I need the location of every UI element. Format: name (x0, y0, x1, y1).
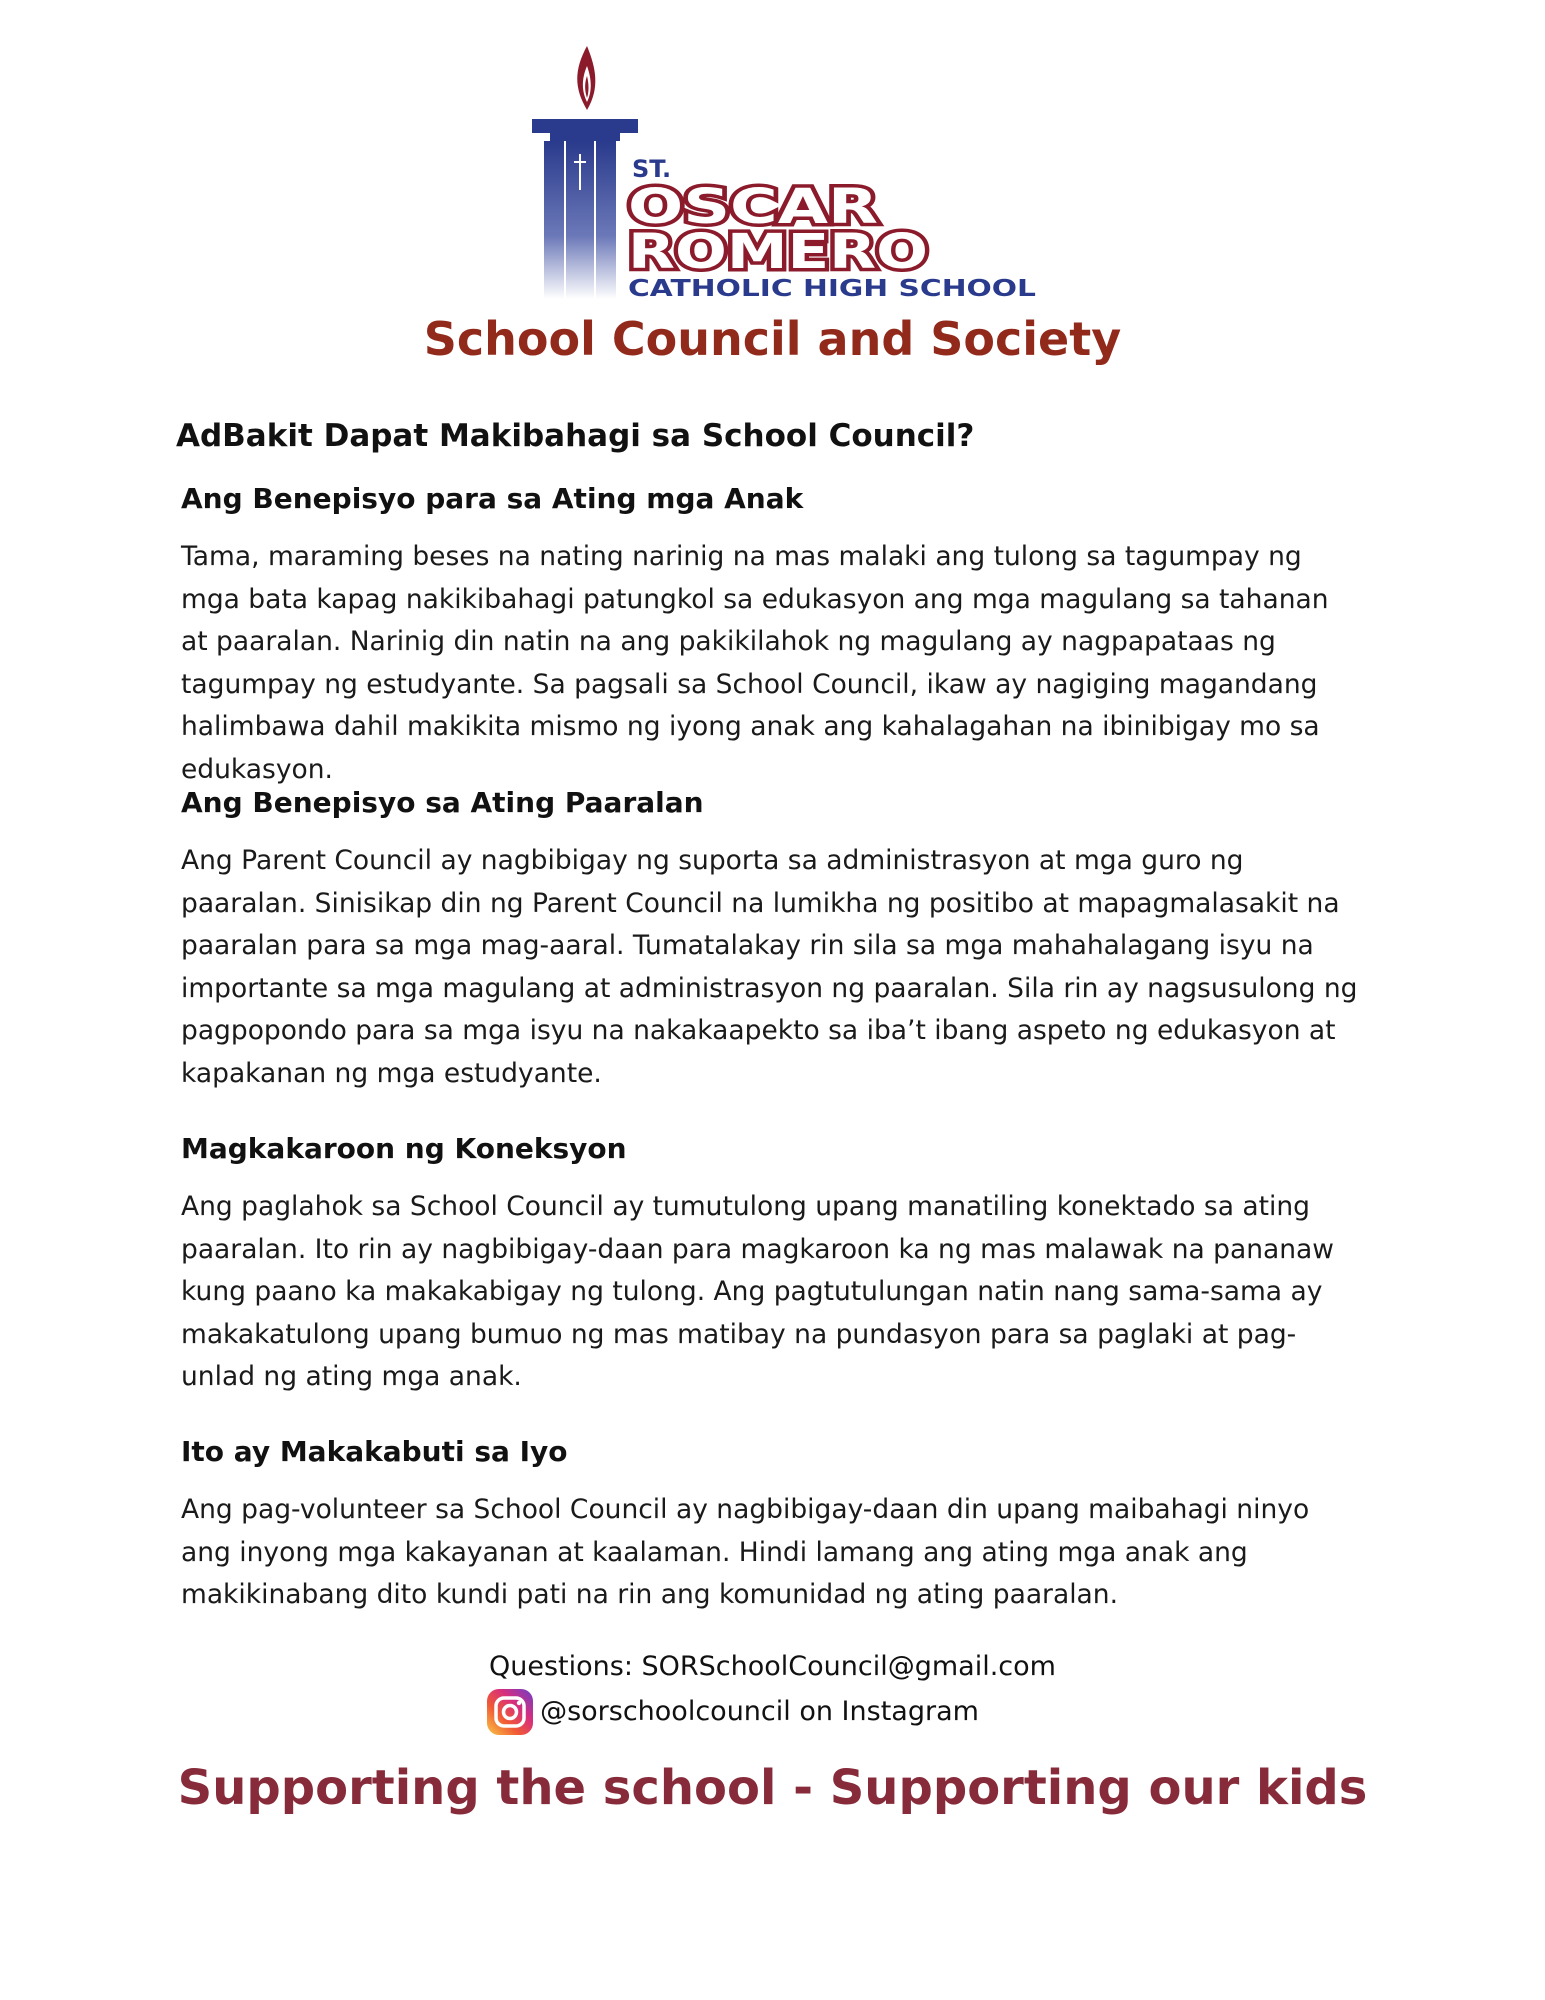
logo-st: ST. (632, 155, 672, 183)
section-connection (181, 1130, 1361, 1399)
section-heading: Ang Benepisyo para sa Ating mga Anak (181, 482, 804, 515)
logo-romero: ROMERO (628, 224, 928, 280)
section-body: Ang pag-volunteer sa School Council ay nagbibigay-daan din upang maibahagi ninyo ang inyong mga kakayanan at kaalaman. Hindi lamang ang ating mga anak ang makikinabang dito kundi pati na rin ang komunidad ng ating paaralan. (181, 1494, 1310, 1610)
contact-block (0, 1646, 1545, 1736)
section-benefit-you (181, 1433, 1361, 1617)
flame-icon (577, 46, 595, 110)
section-heading: Magkakaroon ng Koneksyon (181, 1132, 627, 1165)
logo-catholic-high-school: CATHOLIC HIGH SCHOOL (628, 276, 1037, 302)
section-heading: Ang Benepisyo sa Ating Paaralan (181, 786, 704, 819)
instagram-icon (486, 1688, 534, 1736)
section-body: Tama, maraming beses na nating narinig na mas malaki ang tulong sa tagumpay ng mga bata kapag nakikibahagi patungkol sa edukasyon ang mga magulang sa tahanan at paaralan. Narinig din natin na ang pakikilahok ng magulang ay nagpapataas ng tagumpay ng estudyante. Sa pagsali sa School Council, ikaw ay nagiging magandang halimbawa dahil makikita mismo ng iyong anak ang kahalagahan na ibinibigay mo sa edukasyon. (181, 541, 1329, 785)
column-icon (532, 119, 638, 299)
page-title: School Council and Society (423, 312, 1122, 366)
footer-tagline: Supporting the school - Supporting our kids (177, 1760, 1368, 1816)
section-body: Ang Parent Council ay nagbibigay ng suporta sa administrasyon at mga guro ng paaralan. Sinisikap din ng Parent Council na lumikha ng positibo at mapagmalasakit na paaralan para sa mga mag-aaral. Tumatalakay rin sila sa mga mahahalagang isyu na importante sa mga magulang at administrasyon ng paaralan. Sila rin ay nagsusulong ng pagpopondo para sa mga isyu na nakakaapekto sa iba’t ibang aspeto ng edukasyon at kapakanan ng mga estudyante. (181, 845, 1358, 1089)
instagram-handle[interactable]: @sorschoolcouncil on Instagram (540, 1696, 979, 1727)
school-logo (530, 40, 1050, 310)
main-question-heading: AdBakit Dapat Makibahagi sa School Council? (176, 418, 975, 454)
section-benefit-children (181, 480, 1361, 791)
section-body: Ang paglahok sa School Council ay tumutulong upang manatiling konektado sa ating paaralan. Ito rin ay nagbibigay-daan para magkaroon ka ng mas malawak na pananaw kung paano ka makakabigay ng tulong. Ang pagtutulungan natin nang sama-sama ay makakatulong upang bumuo ng mas matibay na pundasyon para sa paglaki at pag-unlad ng ating mga anak. (181, 1191, 1334, 1392)
email-line[interactable]: Questions: SORSchoolCouncil@gmail.com (489, 1651, 1056, 1682)
section-benefit-school (181, 784, 1361, 1095)
logo-oscar: OSCAR (628, 179, 878, 235)
instagram-line[interactable] (0, 1688, 1545, 1736)
section-heading: Ito ay Makakabuti sa Iyo (181, 1435, 568, 1468)
